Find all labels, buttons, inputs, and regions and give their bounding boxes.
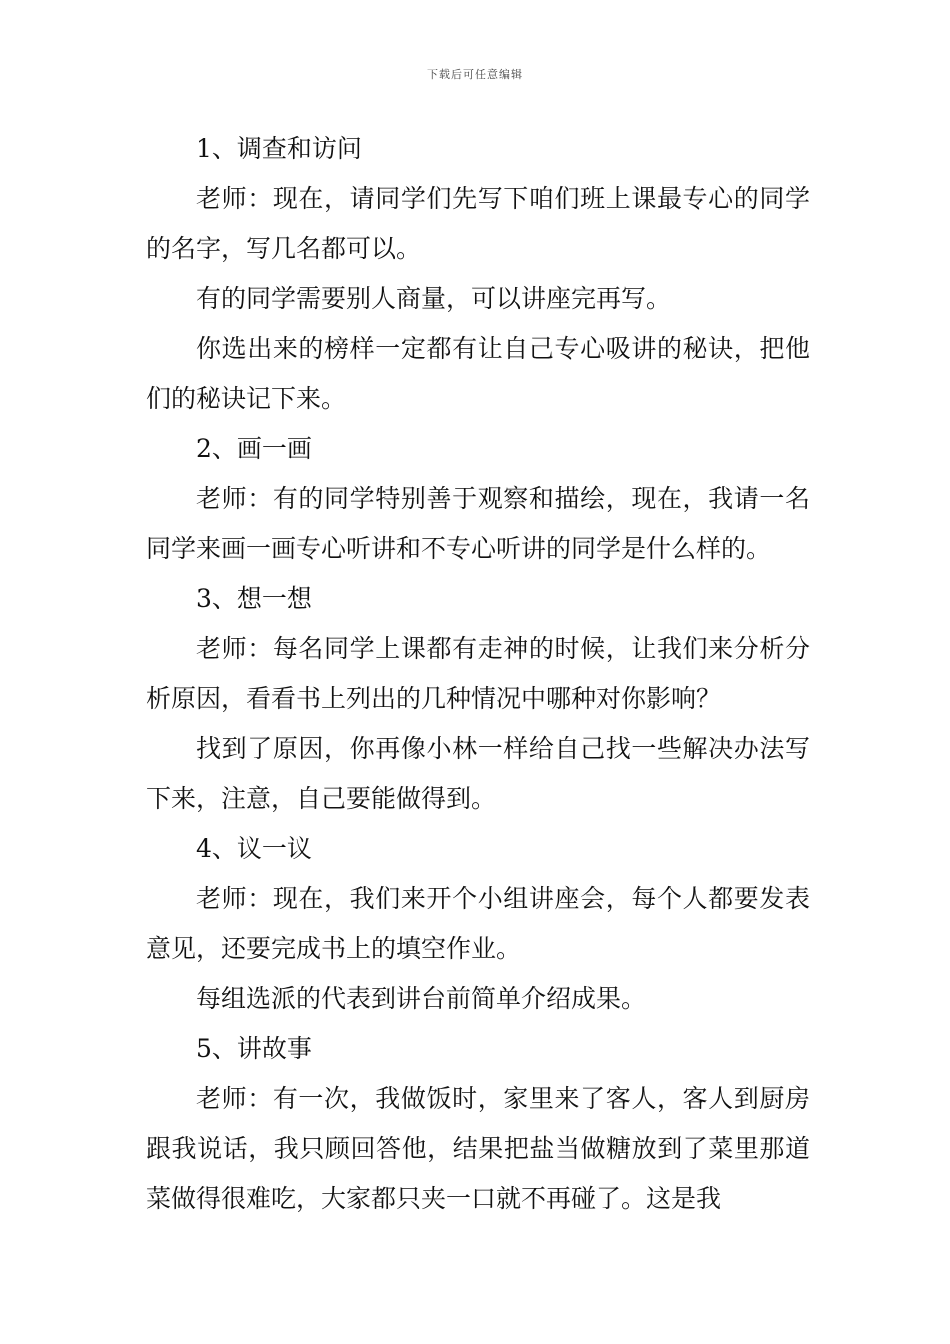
page-header-note: 下载后可任意编辑 [427,68,523,81]
paragraph: 老师：现在，我们来开个小组讲座会，每个人都要发表意见，还要完成书上的填空作业。 [146,884,810,963]
paragraph: 老师：每名同学上课都有走神的时候，让我们来分析分析原因，看看书上列出的几种情况中哪种对你影响？ [146,634,810,713]
section-heading: 5、讲故事 [196,1034,312,1063]
section-heading: 4、议一议 [196,834,312,863]
section-heading: 1、调查和访问 [196,134,362,163]
section-heading: 2、画一画 [196,434,312,463]
paragraph: 每组选派的代表到讲台前简单介绍成果。 [196,984,647,1013]
paragraph: 老师：有的同学特别善于观察和描绘，现在，我请一名同学来画一画专心听讲和不专心听讲的同学是什么样的。 [146,484,810,563]
paragraph: 老师：有一次，我做饭时，家里来了客人，客人到厨房跟我说话，我只顾回答他，结果把盐当做糖放到了菜里那道菜做得很难吃，大家都只夹一口就不再碰了。这是我 [146,1084,810,1213]
document-body [146,124,810,1224]
paragraph: 老师：现在，请同学们先写下咱们班上课最专心的同学的名字，写几名都可以。 [146,184,810,263]
paragraph: 有的同学需要别人商量，可以讲座完再写。 [196,284,672,313]
section-heading: 3、想一想 [196,584,312,613]
paragraph: 找到了原因，你再像小林一样给自己找一些解决办法写下来，注意，自己要能做得到。 [146,734,810,813]
paragraph: 你选出来的榜样一定都有让自己专心吸讲的秘诀，把他们的秘诀记下来。 [146,334,810,413]
